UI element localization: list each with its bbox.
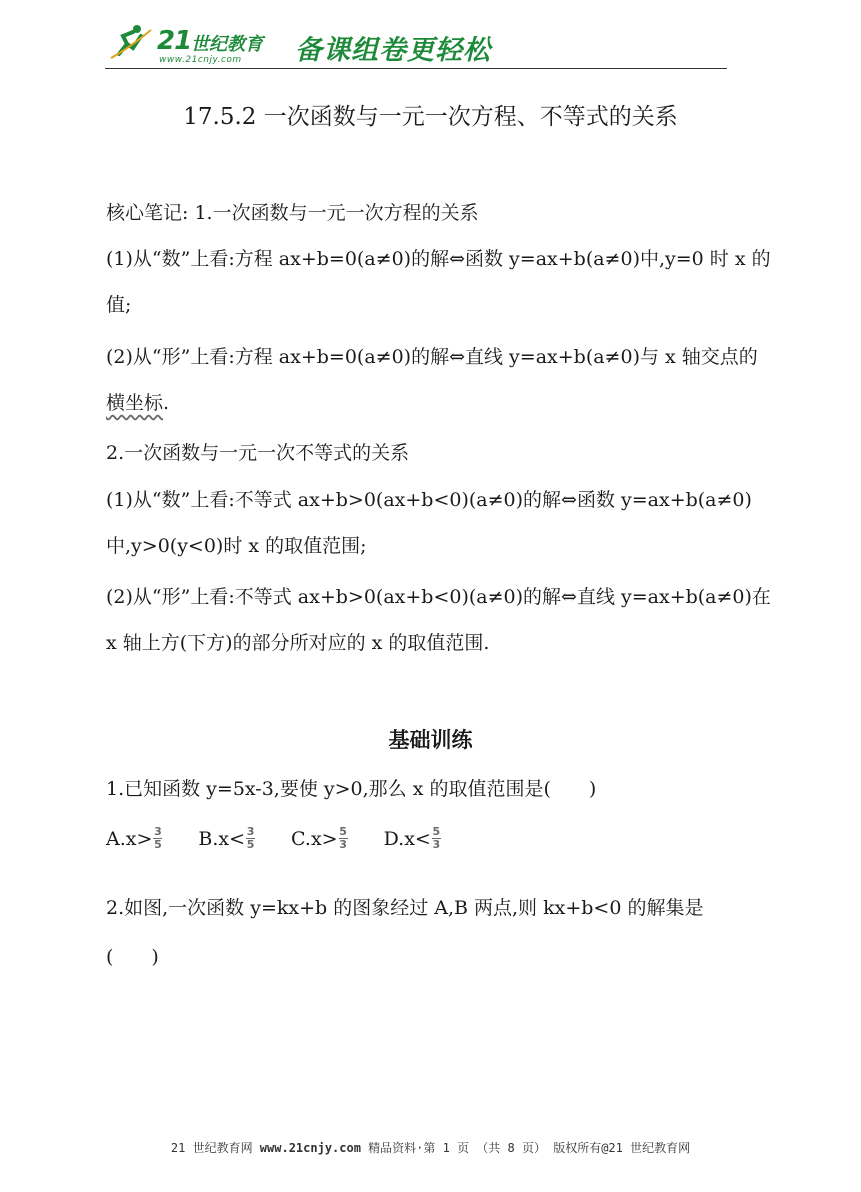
page-footer — [0, 1139, 861, 1156]
denominator: 3 — [432, 838, 441, 851]
note-line-6: 2.一次函数与一元一次不等式的关系 — [106, 442, 410, 464]
question-1-stem: 1.已知函数 y=5x-3,要使 y>0,那么 x 的取值范围是( ) — [106, 778, 597, 800]
note-line-1: 核心笔记: 1.一次函数与一元一次方程的关系 — [106, 202, 479, 224]
logo-number: 21 — [157, 26, 192, 56]
denominator: 3 — [339, 838, 347, 851]
option-c-fraction — [339, 826, 348, 851]
question-2-blank: ( ) — [106, 946, 159, 968]
option-a-fraction — [153, 826, 162, 851]
numerator: 5 — [432, 825, 441, 838]
note-line-4: (2)从“形”上看:方程 ax+b=0(a≠0)的解⇔直线 y=ax+b(a≠0)与 x 轴交点的 — [106, 346, 758, 368]
note-line-3: 值; — [106, 294, 132, 316]
footer-right: 精品资料·第 1 页 （共 8 页） 版权所有@21 世纪教育网 — [360, 1141, 691, 1155]
denominator: 5 — [154, 838, 162, 851]
note-line-10: x 轴上方(下方)的部分所对应的 x 的取值范围. — [106, 632, 490, 654]
denominator: 5 — [246, 838, 255, 851]
question-1-options — [106, 826, 477, 851]
logo-url: www.21cnjy.com — [159, 55, 242, 65]
option-d — [384, 826, 441, 851]
logo — [105, 22, 305, 70]
option-c — [291, 826, 348, 851]
footer-left: 21 世纪教育网 — [170, 1141, 260, 1155]
page-title: 17.5.2 一次函数与一元一次方程、不等式的关系 — [183, 104, 678, 130]
option-a-prefix: A.x> — [106, 827, 153, 850]
option-b-fraction — [246, 826, 255, 851]
wavy-underlined-term: 横坐标 — [106, 392, 164, 414]
header-divider — [105, 68, 727, 69]
option-b-prefix: B.x< — [198, 827, 246, 850]
numerator: 5 — [339, 825, 347, 838]
slogan: 备课组卷更轻松 — [295, 35, 491, 66]
note-line-5 — [106, 388, 169, 415]
note-line-2: (1)从“数”上看:方程 ax+b=0(a≠0)的解⇔函数 y=ax+b(a≠0)中,y=0 时 x 的 — [106, 248, 771, 270]
section-title: 基础训练 — [388, 727, 473, 752]
note-line-9: (2)从“形”上看:不等式 ax+b>0(ax+b<0)(a≠0)的解⇔直线 y=ax+b(a≠0)在 — [106, 586, 771, 608]
question-2-stem: 2.如图,一次函数 y=kx+b 的图象经过 A,B 两点,则 kx+b<0 的解集是 — [106, 897, 704, 919]
option-d-fraction — [432, 826, 441, 851]
option-b — [198, 826, 255, 851]
option-c-prefix: C.x> — [291, 827, 338, 850]
note-line-8: 中,y>0(y<0)时 x 的取值范围; — [106, 535, 367, 557]
option-d-prefix: D.x< — [383, 827, 431, 850]
logo-name: 世纪教育 — [191, 34, 263, 55]
option-a — [106, 826, 162, 851]
page-header — [105, 22, 727, 72]
footer-site-link[interactable]: www.21cnjy.com — [259, 1141, 361, 1155]
numerator: 3 — [154, 825, 162, 838]
note-line-7: (1)从“数”上看:不等式 ax+b>0(ax+b<0)(a≠0)的解⇔函数 y=ax+b(a≠0) — [106, 489, 752, 511]
period: . — [163, 392, 170, 414]
numerator: 3 — [246, 825, 255, 838]
running-man-icon — [109, 24, 153, 62]
